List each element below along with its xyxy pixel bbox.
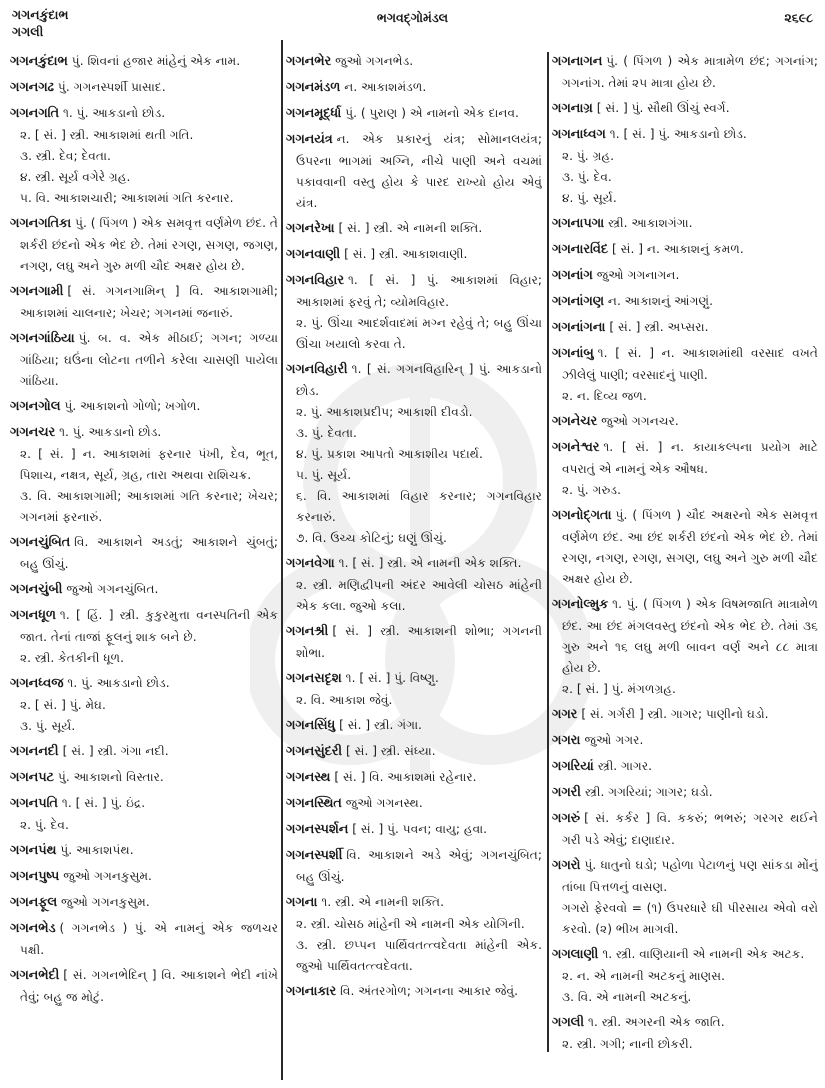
definition-text: ૧. પું. આકડાનો છોડ. bbox=[62, 106, 166, 120]
sense-definition: ૬. વિ. આકાશમાં વિહાર કરનાર; ગગનવિહાર કરનારું. bbox=[296, 488, 542, 524]
dictionary-entry bbox=[552, 411, 818, 433]
headword: ગગનસ્થિત bbox=[286, 795, 342, 811]
sense-definition: ૪. પું. પ્રકાશ આપતો આકાશીય પદાર્થ. bbox=[296, 446, 483, 461]
dictionary-entry bbox=[552, 98, 818, 120]
entry-definition bbox=[10, 532, 278, 575]
entry-definition bbox=[552, 782, 818, 804]
definition-text: [ સં. ] સ્ત્રી. આકાશની શોભા; ગગનની શોભા. bbox=[296, 623, 542, 660]
dictionary-entry bbox=[10, 328, 278, 392]
entry-definition bbox=[286, 51, 542, 73]
headword: ગગનવિહાર bbox=[286, 272, 344, 288]
headword: ગગનગઢ bbox=[10, 80, 54, 95]
dictionary-entry bbox=[286, 668, 542, 711]
dictionary-entry bbox=[10, 965, 278, 1008]
definition-text: [ સં. ] વિ. આકાશમાં રહેનાર. bbox=[334, 769, 477, 784]
headword: ગગનાંગના bbox=[552, 319, 606, 335]
guide-word-last: ગગલી bbox=[12, 23, 44, 39]
headword: ગગનોદ્ગતા bbox=[552, 507, 612, 523]
column-divider bbox=[281, 40, 283, 1080]
definition-text: [ સં. ] સ્ત્રી. આકાશવાણી. bbox=[344, 246, 468, 261]
definition-text: ૧. [ સં. ] પું. આકાશમાં વિહાર; આકાશમાં ફરવું તે; વ્યોમવિહાર. bbox=[296, 272, 542, 309]
headword: ગગનફૂલ bbox=[10, 894, 58, 910]
headword: ગગનવિહારી bbox=[286, 361, 348, 377]
dictionary-entry bbox=[552, 944, 818, 1008]
headword: ગગનગાંઠિયા bbox=[10, 330, 75, 346]
headword: ગગનપતિ bbox=[10, 795, 58, 811]
entry-definition bbox=[10, 767, 278, 789]
sense-definition: ૨. સ્ત્રી. કેતકીની ધૂળ. bbox=[20, 650, 125, 665]
sense-definition: ૨. ન. એ નામની અટકનું માણસ. bbox=[562, 968, 726, 983]
entry-definition bbox=[10, 741, 278, 763]
guide-word-first: ગગનકુંદાભ bbox=[12, 7, 69, 22]
entry-definition bbox=[10, 866, 278, 888]
entry-definition bbox=[552, 51, 818, 94]
dictionary-entry bbox=[10, 396, 278, 418]
entry-definition bbox=[286, 244, 542, 266]
entry-definition bbox=[286, 270, 542, 313]
definition-text: જુઓ ગગનચર. bbox=[601, 413, 679, 428]
entry-definition bbox=[10, 281, 278, 324]
headword: ગગનપટ bbox=[10, 769, 54, 785]
dictionary-title: ભગવદ્ગોમંડલ bbox=[376, 10, 449, 25]
headword: ગગનસુંદરી bbox=[286, 743, 343, 759]
entry-definition bbox=[10, 422, 278, 444]
entry-definition bbox=[552, 730, 818, 752]
entry-definition bbox=[552, 343, 818, 386]
definition-text: વિ. આકાશને અડતું; આકાશને ચુંબતું; બહુ ઊંચું. bbox=[20, 534, 278, 571]
dictionary-entry bbox=[552, 239, 818, 261]
dictionary-entry bbox=[552, 782, 818, 804]
dictionary-entry bbox=[10, 793, 278, 836]
dictionary-entry bbox=[552, 855, 818, 940]
sense-definition: ૨. સ્ત્રી. ચોસઠ માંહેની એ નામની એક યોગિની. bbox=[296, 916, 525, 931]
dictionary-entry bbox=[10, 918, 278, 961]
headword: ગગનચુંબી bbox=[10, 581, 63, 597]
definition-text: [ સં. ગર્ગરી ] સ્ત્રી. ગાગર; પાણીનો ઘડો. bbox=[581, 706, 769, 721]
headword: ગગનચર bbox=[10, 424, 56, 440]
entry-definition bbox=[552, 98, 818, 120]
sense-definition: ૨. પું. દેવ. bbox=[20, 817, 69, 832]
sense-definition: ૩. સ્ત્રી. છપ્પન પાર્થિવતત્ત્વદેવતા માંહેની એક. જુઓ પાર્થિવતત્ત્વદેવતા. bbox=[296, 937, 542, 973]
entry-definition bbox=[286, 359, 542, 402]
column-1 bbox=[10, 51, 278, 1086]
headword: ગગનશ્રી bbox=[286, 623, 329, 639]
entry-definition bbox=[10, 892, 278, 914]
sense-definition: ૨. વિ. આકાશ જેવું. bbox=[296, 692, 393, 707]
dictionary-entry bbox=[552, 343, 818, 407]
entry-definition bbox=[10, 51, 278, 73]
dictionary-entry bbox=[10, 532, 278, 575]
entry-definition bbox=[552, 239, 818, 261]
headword: ગગર bbox=[552, 706, 578, 722]
page-number: ૨૬૯૮ bbox=[784, 10, 813, 25]
sense-definition: ૩. પું. દેવતા. bbox=[296, 425, 357, 440]
dictionary-entry bbox=[552, 213, 818, 235]
definition-text: ૧. પું. આકડાનો છોડ. bbox=[67, 675, 170, 690]
headword: ગગનાગ્ર bbox=[552, 100, 593, 116]
definition-text: જુઓ ગગર. bbox=[584, 732, 644, 747]
headword: ગગનેચર bbox=[552, 413, 598, 429]
headword: ગગનનદી bbox=[10, 743, 59, 759]
headword: ગગનાધ્વગ bbox=[552, 126, 606, 142]
entry-definition bbox=[10, 965, 278, 1008]
entry-definition bbox=[286, 129, 542, 214]
definition-text: ( ગગનભેડ ) પું. એ નામનું એક જળચર પક્ષી. bbox=[20, 920, 278, 957]
headword: ગગનોલ્મુક bbox=[552, 596, 609, 612]
headword: ગગનયંત્ર bbox=[286, 132, 333, 147]
definition-text: જુઓ ગગનકુસુમ. bbox=[63, 868, 152, 883]
definition-text: સ્ત્રી. ગગરિયાં; ગાગર; ઘડો. bbox=[584, 784, 713, 799]
entry-definition bbox=[10, 396, 278, 418]
definition-text: ૧. સ્ત્રી. વાણિયાની એ નામની એક અટક. bbox=[602, 946, 805, 961]
dictionary-entry bbox=[552, 291, 818, 313]
entry-definition bbox=[286, 553, 542, 575]
entry-definition bbox=[552, 265, 818, 287]
sense-definition: ૩. પું. દેવ. bbox=[562, 169, 612, 184]
entry-definition bbox=[552, 411, 818, 433]
headword: ગગનસ્પર્શન bbox=[286, 821, 349, 837]
entry-definition bbox=[10, 579, 278, 601]
dictionary-entry bbox=[552, 505, 818, 590]
definition-text: પું. આકાશનો વિસ્તાર. bbox=[57, 769, 164, 784]
headword: ગગરા bbox=[552, 732, 581, 748]
headword: ગગના bbox=[286, 894, 318, 910]
dictionary-entry bbox=[552, 265, 818, 287]
definition-text: પું. ( પિંગળ ) એક માત્રામેળ છંદ; ગગનાંગ; ગગનાંગ. તેમાં ૨૫ માત્રા હોય છે. bbox=[562, 54, 818, 90]
dictionary-entry bbox=[552, 594, 818, 700]
dictionary-entry bbox=[10, 579, 278, 601]
headword: ગગનવાણી bbox=[286, 246, 341, 262]
headword: ગગનભેડ bbox=[10, 920, 56, 936]
definition-text: [ સં. ] સ્ત્રી. એ નામની શક્તિ. bbox=[338, 220, 483, 235]
sense-definition: ૨. પું. આકાશપ્રદીપ; આકાશી દીવડો. bbox=[296, 404, 473, 419]
dictionary-entry bbox=[552, 317, 818, 339]
sense-definition: ૨. [ સં. ] ન. આકાશમાં ફરનાર પંખી, દેવ, ભૂત, પિશાચ, નક્ષત્ર, સૂર્ય, ગ્રહ, તારા અથવા રાશિચક્ર. bbox=[20, 446, 278, 482]
definition-text: ૧. પું. આકડાનો છોડ. bbox=[59, 424, 162, 439]
definition-text: જુઓ ગગનસ્થ. bbox=[345, 795, 423, 810]
headword: ગગનરેખા bbox=[286, 220, 335, 236]
definition-text: ૧. [ સં. ] ન. આકાશમાંથી વરસાદ વખતે ઝીલેલું પાણી; વરસાદનું પાણી. bbox=[562, 345, 818, 382]
definition-text: પું. ધાતુનો ઘડો; પહોળા પેટાળનું પણ સાંકડા મોંનું તાંબા પિત્તળનું વાસણ. bbox=[562, 857, 818, 894]
entry-definition bbox=[10, 103, 278, 125]
definition-text: [ સં. ] સ્ત્રી. ગંગા નદી. bbox=[62, 743, 169, 758]
dictionary-entry bbox=[286, 715, 542, 737]
dictionary-entry bbox=[10, 892, 278, 914]
entry-definition bbox=[552, 855, 818, 898]
definition-text: વિ. આકાશને અડે એવું; ગગનચુંબિત; બહુ ઊંચું. bbox=[296, 847, 542, 884]
entry-definition bbox=[552, 437, 818, 480]
definition-text: જુઓ ગગનચુંબિત. bbox=[66, 581, 159, 596]
entry-definition bbox=[286, 218, 542, 240]
dictionary-entry bbox=[552, 1012, 818, 1055]
dictionary-entry bbox=[286, 129, 542, 214]
sense-definition: ૫. વિ. આકાશચારી; આકાશમાં ગતિ કરનાર. bbox=[20, 190, 234, 205]
entry-definition bbox=[552, 213, 818, 235]
sense-definition: ૨. પું. ગરુડ. bbox=[562, 482, 621, 497]
headword: ગગનભેદી bbox=[10, 967, 60, 983]
dictionary-entry bbox=[10, 281, 278, 324]
definition-text: પું. શિવનાં હજાર માંહેનું એક નામ. bbox=[71, 54, 241, 68]
headword: ગગનાંગ bbox=[552, 267, 593, 283]
headword: ગગનગોલ bbox=[10, 398, 61, 414]
dictionary-entry bbox=[552, 437, 818, 501]
definition-text: [ સં. ] સ્ત્રી. સંધ્યા. bbox=[346, 743, 436, 758]
column-2 bbox=[286, 51, 542, 1086]
headword: ગગનપંથ bbox=[10, 842, 57, 858]
entry-definition bbox=[552, 124, 818, 146]
definition-text: [ સં. ] પું. પવન; વાયુ; હવા. bbox=[352, 821, 488, 836]
dictionary-entry bbox=[10, 767, 278, 789]
definition-text: ન. આકાશમંડળ. bbox=[344, 80, 427, 94]
entry-definition bbox=[552, 291, 818, 313]
page-header bbox=[0, 0, 825, 48]
definition-text: સ્ત્રી. ગાગર. bbox=[597, 758, 653, 773]
sense-definition: ૨. ન. દિવ્ય જળ. bbox=[562, 388, 647, 403]
dictionary-entry bbox=[552, 124, 818, 209]
definition-text: ન. આકાશનું આંગણું. bbox=[607, 293, 714, 308]
dictionary-entry bbox=[286, 218, 542, 240]
dictionary-entry bbox=[10, 840, 278, 862]
headword: ગગનધૂળ bbox=[10, 607, 56, 623]
definition-text: [ સં. ] ન. આકાશનું કમળ. bbox=[612, 241, 744, 256]
dictionary-entry bbox=[552, 51, 818, 94]
headword: ગગનાકાર bbox=[286, 983, 337, 999]
entry-definition bbox=[10, 328, 278, 392]
definition-text: ૧. [ સં. ] પું. વિષ્ણુ. bbox=[345, 670, 439, 685]
headword: ગગનભેર bbox=[286, 54, 332, 69]
headword: ગગરું bbox=[552, 810, 581, 826]
headword: ગગલી bbox=[552, 1014, 585, 1030]
sense-definition: ૫. પું. સૂર્ય. bbox=[296, 467, 352, 482]
sense-definition: ૨. પું. ગ્રહ. bbox=[562, 148, 614, 163]
dictionary-entry bbox=[286, 981, 542, 1003]
headword: ગગનસ્પર્શી bbox=[286, 847, 343, 863]
headword: ગગરી bbox=[552, 784, 581, 800]
sense-definition: ૨. સ્ત્રી. ગગી; નાની છોકરી. bbox=[562, 1036, 693, 1051]
entry-definition bbox=[10, 77, 278, 99]
headword: ગગરિયાં bbox=[552, 758, 594, 774]
dictionary-entry bbox=[10, 77, 278, 99]
entry-definition bbox=[552, 317, 818, 339]
definition-text: પું. ગગનસ્પર્શી પ્રાસાદ. bbox=[57, 80, 166, 94]
sense-definition: ૩. પું. સૂર્ય. bbox=[20, 718, 76, 733]
entry-definition bbox=[286, 892, 542, 914]
headword: ગગનમંડળ bbox=[286, 80, 341, 95]
dictionary-entry bbox=[286, 103, 542, 125]
entry-definition bbox=[10, 213, 278, 277]
column-3 bbox=[552, 51, 818, 1086]
headword: ગગનકુંદાભ bbox=[10, 54, 68, 69]
dictionary-entry bbox=[10, 422, 278, 528]
dictionary-entry bbox=[552, 704, 818, 726]
dictionary-entry bbox=[286, 51, 542, 73]
definition-text: પું. આકાશપંથ. bbox=[60, 842, 134, 857]
headword: ગગનાંગણ bbox=[552, 293, 604, 309]
dictionary-entry bbox=[10, 213, 278, 277]
sense-definition: ૨. સ્ત્રી. મણિદ્વીપની અંદર આવેલી ચોસઠ માંહેની એક કલા. જુઓ કલા. bbox=[296, 577, 542, 613]
definition-text: ૧. પું. ( પિંગળ ) એક વિષમજાતિ માત્રામેળ છંદ. આ છંદ મંગલવસ્તુ છંદનો એક ભેદ છે. તેમાં ૩૬ ગુરુ અને ૧૬ લઘુ મળી બાવન વર્ણ અને ૮૮ માત્રા હોય છે. bbox=[562, 596, 818, 675]
headword: ગગરો bbox=[552, 857, 581, 873]
headword: ગગનેશ્વર bbox=[552, 439, 600, 455]
headword: ગગનપુષ્પ bbox=[10, 868, 60, 884]
headword: ગગનાગન bbox=[552, 54, 603, 69]
sense-definition: ૩. વિ. આકાશગામી; આકાશમાં ગતિ કરનાર; ખેચર; ગગનમાં ફરનારું. bbox=[20, 488, 278, 524]
sense-definition: ૩. સ્ત્રી. દેવ; દેવતા. bbox=[20, 148, 111, 163]
entry-definition bbox=[286, 767, 542, 789]
definition-text: [ સં. કર્કર ] વિ. કકરું; ભભરું; ગરગર થઈને ગરી પડે એવું; દાણાદાર. bbox=[562, 810, 818, 847]
dictionary-entry bbox=[552, 730, 818, 752]
definition-text: ૧. [ સં. ] પું. આકડાનો છોડ. bbox=[609, 126, 747, 141]
dictionary-entry bbox=[10, 51, 278, 73]
headword: ગગનગતિકા bbox=[10, 215, 72, 231]
definition-text: જુઓ ગગનાગન. bbox=[596, 267, 680, 282]
definition-text: પું. ( પુરાણ ) એ નામનો એક દાનવ. bbox=[345, 106, 519, 120]
entry-definition bbox=[286, 621, 542, 664]
headword: ગગનગામી bbox=[10, 283, 64, 299]
definition-text: ૧. [ સં. ] સ્ત્રી. એ નામની એક શક્તિ. bbox=[338, 555, 522, 570]
column-divider bbox=[547, 52, 549, 1052]
dictionary-entry bbox=[286, 741, 542, 763]
dictionary-entry bbox=[286, 845, 542, 888]
dictionary-entry bbox=[10, 605, 278, 669]
definition-text: પું. ( પિંગળ ) એક સમવૃત્ત વર્ણમેળ છંદ. તે શર્કરી છંદનો એક ભેદ છે. તેમાં રગણ, સગણ, જગણ, નગણ, લઘુ અને ગુરુ મળી ચૌદ અક્ષર હોય છે. bbox=[20, 215, 278, 273]
sense-definition: ગગરો ફેરવવો = (૧) ઉપરધારે ઘી પીરસાય એવો વરો કરવો. (૨) ભીખ માગવી. bbox=[562, 900, 818, 936]
dictionary-entry bbox=[286, 359, 542, 549]
entry-definition bbox=[552, 1012, 818, 1034]
entry-definition bbox=[286, 845, 542, 888]
headword: ગગનસદૃશ bbox=[286, 670, 342, 686]
definition-text: જુઓ ગગનકુસુમ. bbox=[61, 894, 150, 909]
dictionary-entry bbox=[286, 892, 542, 977]
headword: ગગનગતિ bbox=[10, 106, 59, 121]
dictionary-entry bbox=[286, 553, 542, 617]
entry-definition bbox=[10, 793, 278, 815]
entry-definition bbox=[286, 77, 542, 99]
dictionary-entry bbox=[286, 819, 542, 841]
dictionary-entry bbox=[10, 673, 278, 737]
sense-definition: ૨. [ સં. ] સ્ત્રી. આકાશમાં થતી ગતિ. bbox=[20, 128, 194, 142]
headword: ગગનસ્થ bbox=[286, 769, 331, 785]
entry-definition bbox=[286, 103, 542, 125]
entry-definition bbox=[552, 808, 818, 851]
definition-text: ન. એક પ્રકારનું યંત્ર; સોમાનલયંત્ર; ઉપરના ભાગમાં અગ્નિ, નીચે પાણી અને વચમાં પકાવવાની વસ્તુ હોય કે પારદ રાખ્યો હોય એવું યંત્ર. bbox=[296, 132, 542, 210]
definition-text: વિ. અંતરગોળ; ગગનના આકાર જેવું. bbox=[340, 983, 518, 998]
definition-text: ૧. [ હિં. ] સ્ત્રી. કુકુરમુત્તા વનસ્પતિની એક જાત. તેનાં તાજાં ફૂલનું શાક બને છે. bbox=[20, 607, 278, 644]
entry-definition bbox=[10, 918, 278, 961]
sense-definition: ૨. [ સં. ] પું. મંગળગ્રહ. bbox=[562, 681, 676, 696]
headword: ગગલાણી bbox=[552, 946, 599, 962]
definition-text: [ સં. ] પું. સૌથી ઊંચું સ્વર્ગ. bbox=[596, 100, 730, 115]
definition-text: પું. આકાશનો ગોળો; ખગોળ. bbox=[64, 398, 201, 413]
sense-definition: ૨. પું. ઊંચા આદર્શવાદમાં મગ્ન રહેવું તે; બહુ ઊંચા ઊંચા ખયાલો કરવા તે. bbox=[296, 315, 542, 351]
definition-text: ૧. સ્ત્રી. એ નામની શક્તિ. bbox=[321, 894, 444, 909]
definition-text: [ સં. ] સ્ત્રી. ગંગા. bbox=[339, 717, 422, 732]
dictionary-entry bbox=[286, 621, 542, 664]
entry-definition bbox=[10, 605, 278, 648]
entry-definition bbox=[552, 756, 818, 778]
sense-definition: ૨. [ સં. ] પું. મેઘ. bbox=[20, 697, 106, 712]
dictionary-entry bbox=[10, 866, 278, 888]
entry-definition bbox=[286, 819, 542, 841]
definition-text: [ સં. ગગનભેદિન્ ] વિ. આકાશને ભેદી નાંખે તેવું; બહુ જ મોટું. bbox=[20, 967, 278, 1004]
entry-definition bbox=[552, 944, 818, 966]
entry-definition bbox=[286, 668, 542, 690]
definition-text: [ સં. ] સ્ત્રી. અપ્સરા. bbox=[609, 319, 709, 334]
definition-text: [ સં. ગગનગામિન્ ] વિ. આકાશગામી; આકાશમાં ચાલનાર; ખેચર; ગગનમાં જનારું. bbox=[20, 283, 278, 320]
dictionary-entry bbox=[286, 244, 542, 266]
dictionary-entry bbox=[552, 808, 818, 851]
definition-text: ૧. [ સં. ] પું. ઇંદ્ર. bbox=[61, 795, 146, 810]
entry-definition bbox=[10, 840, 278, 862]
dictionary-entry bbox=[286, 77, 542, 99]
entry-definition bbox=[286, 981, 542, 1003]
headword: ગગનારવિંદ bbox=[552, 241, 608, 257]
entry-definition bbox=[552, 704, 818, 726]
dictionary-entry bbox=[286, 793, 542, 815]
dictionary-entry bbox=[552, 756, 818, 778]
sense-definition: ૩. વિ. એ નામની અટકનું. bbox=[562, 989, 692, 1004]
entry-definition bbox=[10, 673, 278, 695]
definition-text: સ્ત્રી. આકાશગંગા. bbox=[608, 215, 693, 230]
entry-definition bbox=[286, 715, 542, 737]
definition-text: ૧. [ સં. ગગનવિહારિન્ ] પું. આકડાનો છોડ. bbox=[296, 361, 542, 398]
sense-definition: ૪. સ્ત્રી. સૂર્ય વગેરે ગ્રહ. bbox=[20, 169, 131, 184]
headword: ગગનાપગા bbox=[552, 215, 605, 231]
headword: ગગનસિંધુ bbox=[286, 717, 336, 733]
definition-text: ૧. સ્ત્રી. અગરની એક જાતિ. bbox=[588, 1014, 725, 1029]
definition-text: પું. બ. વ. એક મીઠાઈ; ગગન; ગળ્યા ગાંઠિયા; ઘઉંના લોટના તળીને કરેલા ચાસણી પાયેલા ગાંઠિયા. bbox=[20, 330, 278, 388]
definition-text: પું. ( પિંગળ ) ચૌદ અક્ષરનો એક સમવૃત્ત વર્ણમેળ છંદ. આ છંદ શર્કરી છંદનો એક ભેદ છે. તેમાં રગણ, નગણ, રગણ, સગણ, લઘુ અને ગુરુ મળી ચૌદ અક્ષર હોય છે. bbox=[562, 507, 818, 586]
dictionary-entry bbox=[286, 767, 542, 789]
sense-definition: ૭. વિ. ઉચ્ચ કોટિનું; ઘણું ઊંચું. bbox=[296, 530, 447, 545]
dictionary-entry bbox=[10, 103, 278, 209]
dictionary-entry bbox=[10, 741, 278, 763]
headword: ગગનાંબુ bbox=[552, 345, 594, 361]
headword: ગગનમૂર્દ્ધા bbox=[286, 106, 342, 121]
headword: ગગનવેગા bbox=[286, 555, 335, 571]
entry-definition bbox=[286, 741, 542, 763]
dictionary-entry bbox=[286, 270, 542, 355]
entry-definition bbox=[286, 793, 542, 815]
sense-definition: ૪. પું. સૂર્ય. bbox=[562, 190, 617, 205]
definition-text: ૧. [ સં. ] ન. કાયાકલ્પના પ્રયોગ માટે વપરાતું એ નામનું એક ઔષધ. bbox=[562, 439, 818, 476]
entry-definition bbox=[552, 594, 818, 679]
definition-text: જુઓ ગગનભેડ. bbox=[335, 54, 414, 68]
entry-definition bbox=[552, 505, 818, 590]
headword: ગગનધ્વજ bbox=[10, 675, 64, 691]
headword: ગગનચુંબિત bbox=[10, 534, 71, 550]
